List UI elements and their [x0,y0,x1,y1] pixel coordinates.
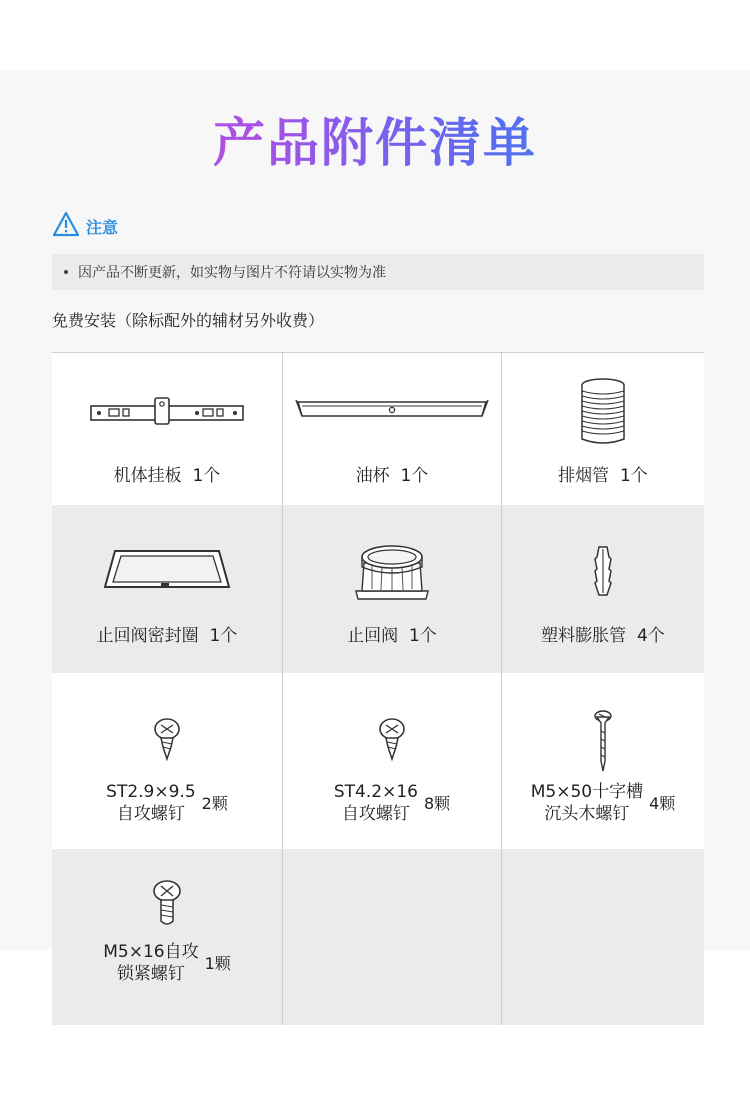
accessory-cell [283,673,502,849]
check-valve-seal-icon [52,545,282,595]
tapping-screw-icon [52,717,282,763]
accessory-cell [283,353,502,505]
plastic-anchor-icon [502,543,704,599]
mounting-plate-icon [52,393,282,427]
item-label [502,781,704,825]
notice-label: 注意 [86,217,119,237]
item-name: 止回阀密封圈 [96,626,199,646]
item-qty: 4个 [636,626,665,646]
warning-icon [52,211,80,241]
notice-text: 因产品不断更新，如实物与图片不符请以实物为准 [78,265,386,281]
item-qty: 4颗 [649,793,676,813]
item-label [283,621,501,646]
accessory-cell [52,849,283,1025]
exhaust-pipe-icon [502,377,704,447]
item-name: M5×50十字槽 沉头木螺钉 [530,782,644,824]
check-valve-icon [283,535,501,605]
item-qty: 1个 [192,466,221,486]
accessory-cell [52,353,283,505]
item-name: 排烟管 [558,466,610,486]
notice-bar [52,254,704,290]
installation-note: 免费安装（除标配外的辅材另外收费） [52,311,325,330]
item-qty: 1颗 [204,953,231,973]
item-label [52,621,282,646]
accessory-cell [502,673,704,849]
empty-cell [502,849,704,1025]
accessory-cell [502,353,704,505]
item-name: 机体挂板 [113,466,182,486]
item-label [502,621,704,646]
tapping-screw-icon [283,717,501,763]
oil-cup-icon [283,397,501,423]
item-name: M5×16自攻 锁紧螺钉 [103,942,199,984]
page-title: 产品附件清单 [0,112,750,176]
accessory-cell [502,505,704,673]
item-name: ST4.2×16 自攻螺钉 [333,782,418,824]
item-label [502,461,704,486]
item-qty: 8颗 [423,793,451,813]
wood-screw-icon [502,709,704,773]
item-name: 止回阀 [347,626,399,646]
empty-cell [283,849,502,1025]
item-qty: 2颗 [201,793,228,813]
item-qty: 1个 [619,466,648,486]
item-label [283,461,501,486]
bullet-dot [64,270,68,274]
item-name: ST2.9×9.5 自攻螺钉 [106,782,196,824]
accessory-grid [52,352,704,1025]
item-label [52,781,282,825]
accessory-cell [283,505,502,673]
item-label [52,941,282,985]
item-label [52,461,282,486]
item-qty: 1个 [408,626,437,646]
item-qty: 1个 [209,626,238,646]
item-name: 油杯 [355,466,390,486]
item-qty: 1个 [400,466,429,486]
notice-header [52,210,118,242]
item-name: 塑料膨胀管 [541,626,627,646]
accessory-cell [52,505,283,673]
accessory-cell [52,673,283,849]
top-band [0,0,750,70]
item-label [283,781,501,825]
lock-screw-icon [52,879,282,929]
